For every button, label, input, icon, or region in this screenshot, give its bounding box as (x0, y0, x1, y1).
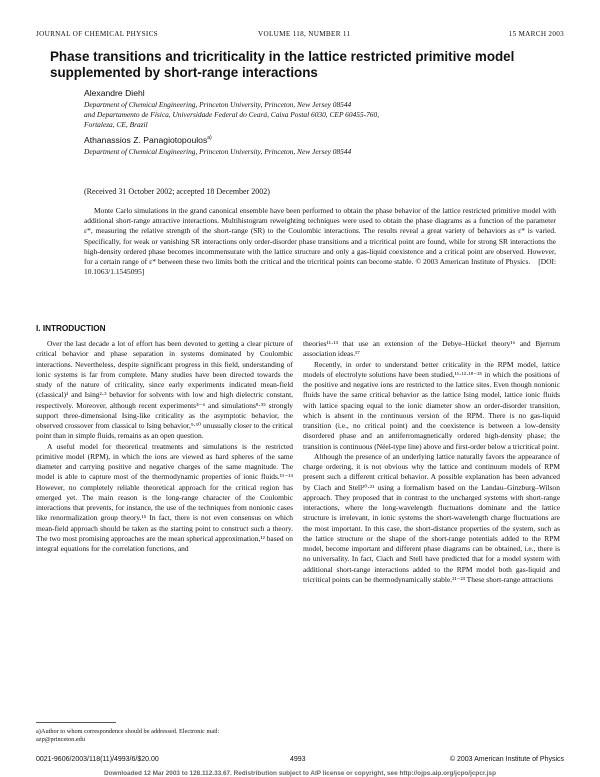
footnote-rule (36, 722, 116, 723)
received-dates: (Received 31 October 2002; accepted 18 December 2002) (84, 187, 270, 196)
paragraph: A useful model for theoretical treatments and simulations is the restricted primitive model (RPM), in which the ions are viewed as hard spheres of the same diameter and carrying positive and negative charges of the same magnitude. The model is able to capture most of the thermodynamic properties of ionic fluids.¹¹⁻¹⁴ However, no completely reliable theoretical approach for the critical region has emerged yet. The main reason is the long-range character of the Coulombic interactions that prevents, for instance, the use of the techniques from nonionic cases like renormalization group theory.¹⁵ In fact, there is not even consensus on which mean-field approach should be taken as the starting point to construct such a theory. The two most promising approaches are the mean spherical approximation,¹² based on integral equations for the correlation functions, and (36, 441, 293, 553)
author-email[interactable]: azp@princeton.edu (36, 736, 85, 743)
author-1-name: Alexandre Diehl (84, 88, 145, 98)
author-2-affiliation: Department of Chemical Engineering, Princeton University, Princeton, New Jersey 08544 (84, 147, 352, 156)
download-notice[interactable]: Downloaded 12 Mar 2003 to 128.112.33.67. Redistribution subject to AIP license or copyright, see http://ojps.aip.org/jcpo/jcpcr.jsp (103, 770, 497, 777)
paragraph: Although the presence of an underlying lattice naturally favors the appearance of charge ordering, it is not obvious why the lattice and continuum models of RPM present such a different critical behavior. A possible explanation has been advanced by Ciach and Stell²⁰·²¹ using a formalism based on the Landau–Ginzburg–Wilson approach. They proposed that in contrast to the uncharged systems with short-range interactions, where the long-wavelength fluctuations dominate and the lattice structure is irrelevant, in ionic systems the short-wavelength charge fluctuations are the most important. In this case, the short-distance properties of the system, such as the lattice structure or the shape of the short-range potentials added to the RPM model, become important and different phase diagrams can be obtained, i.e., there is no universality. In fact, Ciach and Stell have predicted that for a model system with additional short-range interactions added to the RPM model both gas-liquid and tricritical points can be thermodynamically stable.²¹⁻²³ These short-range attractions (303, 451, 560, 584)
volume-number: VOLUME 118, NUMBER 11 (258, 30, 351, 38)
issue-date: 15 MARCH 2003 (508, 30, 564, 38)
footer-copyright: © 2003 American Institute of Physics (449, 756, 564, 763)
right-column (303, 339, 560, 585)
author-2-name: Athanassios Z. Panagiotopoulos (84, 135, 208, 145)
section-heading: I. INTRODUCTION (36, 324, 106, 333)
article-code: 0021-9606/2003/118(11)/4993/6/$20.00 (36, 756, 159, 763)
paragraph: Recently, in order to understand better criticality in the RPM model, lattice models of electrolyte solutions have been studied,¹¹·¹²·¹⁸⁻²⁵ in which the positions of the positive and negative ions are restricted to the lattice sites. Even though nonionic fluids have the same critical behavior as the lattice Ising model, lattice ionic fluids with lattice spacing equal to the ionic diameter show an order-disorder transition, which is absent in the continuous version of the RPM. There is no gas-liquid transition (i.e., no critical point) and the coexistence is between a low-density disordered phase and an antiferromagnetically ordered high-density phase; the transition is continuous (Néel-type line) above and first-order below a tricritical point. (303, 359, 560, 451)
copyright-line: © 2003 American Institute of Physics. (415, 257, 531, 267)
paragraph: theories¹¹·¹³ that use an extension of the Debye–Hückel theory¹⁶ and Bjerrum association ideas.¹⁷ (303, 339, 560, 359)
page-number: 4993 (290, 756, 306, 763)
journal-name: JOURNAL OF CHEMICAL PHYSICS (36, 30, 158, 38)
paragraph: Over the last decade a lot of effort has been devoted to getting a clear picture of critical behavior and phase separation in systems dominated by Coulombic interactions. Nevertheless, despite significant progress in this field, understanding of ionic systems is far from complete. Many studies have been directed towards the study of the nature of criticality, since early experiments indicated mean-field (classical)¹ and Ising²·³ behavior for solvents with low and high dielectric constant, respectively. Moreover, although recent experiments⁴⁻⁶ and simulations⁸·³⁵ strongly support three-dimensional Ising-like criticality as the asymptotic behavior, the observed crossover from classical to Ising behavior,⁹·¹⁰ unusually closer to the critical point than in simple fluids, remains as an open question. (36, 339, 293, 441)
left-column (36, 339, 293, 554)
article-title: Phase transitions and tricriticality in the lattice restricted primitive model supplemented by short-range interactions (50, 49, 515, 80)
author-1-affiliation: Department of Chemical Engineering, Princeton University, Princeton, New Jersey 08544 and Departamento de Física, Universidade Federal do Ceará, Caixa Postal 6030, CEP 60455-760, Fortaleza, CE, Brazil (84, 100, 380, 129)
author-2-marker: a) (207, 135, 212, 142)
footnote: a)Author to whom correspondence should be addressed. Electronic mail: azp@princeton.edu (36, 728, 286, 744)
abstract (84, 206, 556, 277)
abstract-text: Monte Carlo simulations in the grand canonical ensemble have been performed to obtain the phase behavior of the lattice restricted primitive model with additional short-range attractive interactions. Multihistogram reweighting techniques were used to obtain the phase diagrams as a function of the parameter ε*, measuring the relative strength of the short-range (SR) to the Coulombic interactions. The results reveal a great variety of behaviors as ε* is varied. Specifically, for weak or vanishing SR interactions only order-disorder phase transitions and a tricritical point are found, while for strong SR interactions the high-density ordered phase becomes incommensurate with the lattice structure and only a gas-liquid coexistence and a critical point are observed. However, for a certain range of ε* between these two limits both the critical and the tricritical points can become stable. (84, 206, 556, 267)
author-2 (84, 135, 212, 145)
doi-link[interactable]: [DOI: 10.1063/1.1545095] (84, 257, 557, 277)
